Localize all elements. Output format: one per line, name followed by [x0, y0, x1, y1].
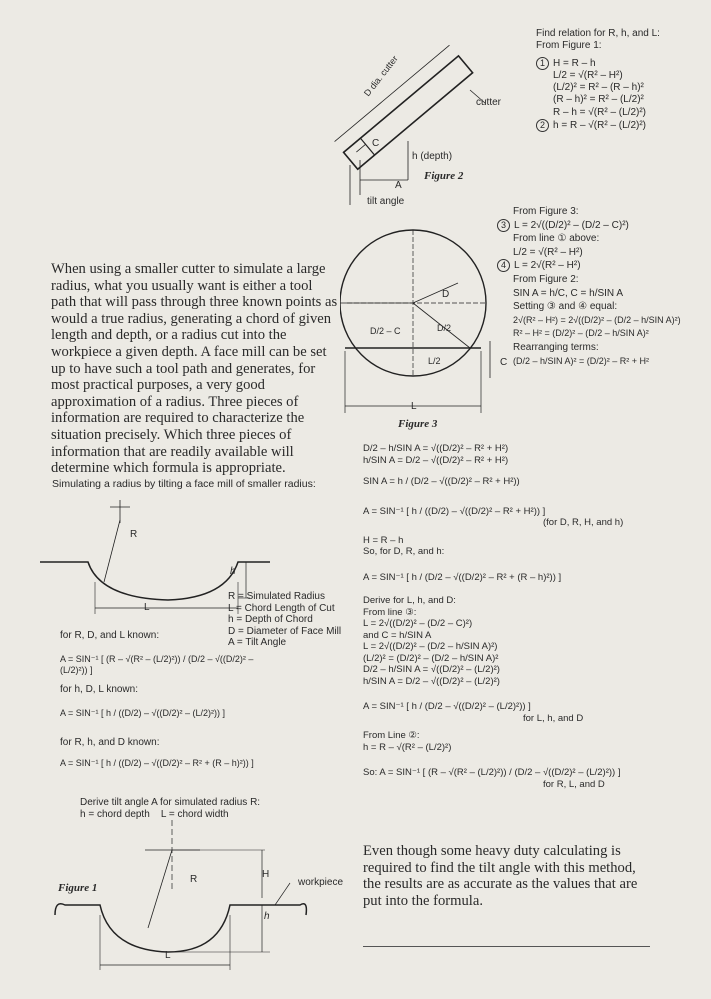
intro-paragraph: When using a smaller cutter to simulate a large radius, what you usually want is either a tool path that will pass through three known points as would a true radius, generating a chord of given length and depth, or a radius cut into the workpiece a given depth. A face mill can be set up to have such a tool path and generates, for most practical purposes, a very good approximation of a radius. Three pieces of information are required to characterize the situation precisely. Which three pieces of information that are readily available will determine which formula is appropriate. — [51, 261, 338, 477]
deriv-4-note: (for D, R, H, and h) — [543, 517, 624, 528]
deriv-1: D/2 – h/SIN A = √((D/2)² – R² + H²) — [363, 443, 509, 454]
deriv-6: So, for D, R, and h: — [363, 546, 445, 557]
deriv-14: D/2 – h/SIN A = √((D/2)² – (L/2)²) — [363, 664, 500, 675]
deriv-8: Derive for L, h, and D: — [363, 595, 456, 606]
formula-hdl: A = SIN⁻¹ [ h / ((D/2) – √((D/2)² – (L/2)²)) ] — [60, 708, 225, 718]
fig3-relations-block — [497, 205, 681, 368]
figure2-caption: Figure 2 — [424, 170, 464, 182]
deriv-17: From Line ②: — [363, 730, 420, 741]
fig1-h-upper-label: H — [262, 869, 270, 880]
figure3-diagram — [340, 208, 508, 418]
figure3-caption: Figure 3 — [398, 418, 438, 430]
right-derivation-block — [363, 443, 663, 790]
deriv-3: SIN A = h / (D/2 – √((D/2)² – R² + H²)) — [363, 476, 520, 487]
deriv-16-note: for L, h, and D — [523, 712, 584, 724]
fig1-relations-block — [536, 28, 660, 132]
legend-d: D = Diameter of Face Mill — [228, 625, 342, 637]
simulating-heading: Simulating a radius by tilting a face mill of smaller radius: — [52, 478, 316, 490]
fig2-a-label: A — [395, 180, 402, 191]
fig2-cutter-label: cutter — [476, 97, 502, 108]
fig3-l-label: L — [411, 401, 417, 412]
deriv-16: A = SIN⁻¹ [ h / (D/2 – √((D/2)² – (L/2)²)) ] — [363, 701, 531, 712]
setting-equal: Setting ③ and ④ equal: — [513, 301, 618, 313]
eq2-marker: 2 — [536, 119, 549, 132]
fig3-d-label: D — [442, 289, 450, 300]
legend-l: L = Chord Length of Cut — [228, 602, 335, 614]
deriv-12: L = 2√((D/2)² – (D/2 – h/SIN A)²) — [363, 641, 498, 652]
figure1-caption: Figure 1 — [58, 882, 98, 894]
rearranging: Rearranging terms: — [513, 341, 599, 353]
legend-a: A = Tilt Angle — [228, 637, 287, 648]
fig2-c-label: C — [372, 138, 380, 149]
deriv-11: and C = h/SIN A — [363, 629, 432, 641]
fig1top-l-label: L — [144, 602, 150, 613]
deriv-19-note: for R, L, and D — [543, 778, 605, 790]
deriv-2: h/SIN A = D/2 – √((D/2)² – R² + H²) — [363, 454, 509, 466]
eq3: L = 2√((D/2)² – (D/2 – C)²) — [514, 219, 629, 231]
legend-h: h = Depth of Chord — [228, 614, 313, 625]
fig2-d-cutter-label: D dia. cutter — [362, 53, 400, 99]
eq3-marker: 3 — [497, 219, 510, 232]
formula-rhd: A = SIN⁻¹ [ h / ((D/2) – √((D/2)² – R² + (R – h)²)) ] — [60, 758, 254, 768]
deriv-15: h/SIN A = D/2 – √((D/2)² – (L/2)²) — [363, 675, 500, 687]
derive-line-1: Derive tilt angle A for simulated radius R: — [80, 797, 261, 808]
derive-line-2: h = chord depth L = chord width — [80, 809, 229, 820]
eq1: H = R – h — [553, 57, 596, 69]
deriv-9: From line ③: — [363, 606, 417, 618]
fig2-h-depth-label: h (depth) — [412, 151, 453, 162]
eq1c: (L/2)² = R² – (R – h)² — [553, 82, 644, 94]
deriv-10: L = 2√((D/2)² – (D/2 – C)²) — [363, 618, 473, 629]
fig3-title: From Figure 3: — [513, 206, 579, 217]
bottom-rule — [363, 946, 650, 947]
variable-legend — [228, 591, 341, 649]
fig1top-r-label: R — [130, 529, 138, 540]
from-fig2: From Figure 2: — [513, 273, 579, 285]
rearranged-eq: (D/2 – h/SIN A)² = (D/2)² – R² + H² — [513, 355, 650, 366]
fig1-relations-title-2: From Figure 1: — [536, 40, 602, 52]
deriv-5: H = R – h — [363, 534, 404, 546]
fig1top-h-label: h — [230, 566, 236, 577]
deriv-13: (L/2)² = (D/2)² – (D/2 – h/SIN A)² — [363, 652, 499, 664]
known-rdl: for R, D, and L known: — [60, 630, 160, 641]
r2-h2-eq: R² – H² = (D/2)² – (D/2 – h/SIN A)² — [513, 328, 649, 339]
line1-ref: From line ① above: — [513, 233, 600, 245]
eq2: h = R – √(R² – (L/2)²) — [553, 120, 647, 132]
fig3-c-label: C — [500, 357, 508, 368]
eq1d: (R – h)² = R² – (L/2)² — [553, 94, 644, 106]
fig1-workpiece-label: workpiece — [298, 877, 344, 888]
fig1-r-label: R — [190, 874, 198, 885]
fig3-l2-label: L/2 — [428, 356, 441, 366]
formula-rdl: A = SIN⁻¹ [ (R – √(R² – (L/2)²)) / (D/2 – √((D/2)² – (L/2)²)) ] — [60, 654, 254, 675]
line1-eq: L/2 = √(R² – H²) — [513, 246, 583, 258]
known-hdl: for h, D, L known: — [60, 684, 138, 695]
deriv-19: So: A = SIN⁻¹ [ (R – √(R² – (L/2)²)) / (D/2 – √((D/2)² – (L/2)²)) ] — [363, 767, 621, 778]
eq4: L = 2√(R² – H²) — [514, 260, 581, 272]
fig1-relations-title-1: Find relation for R, h, and L: — [536, 28, 660, 39]
fig3-d2-minus-c-label: D/2 – C — [370, 326, 401, 336]
eq1-marker: 1 — [536, 57, 549, 70]
eq4-marker: 4 — [497, 259, 510, 272]
eq1e: R – h = √(R² – (L/2)²) — [553, 106, 647, 118]
deriv-4-eq: A = SIN⁻¹ [ h / ((D/2) – √((D/2)² – R² + H²)) ] — [363, 505, 546, 517]
fig1-h-label: h — [264, 911, 270, 922]
deriv-7: A = SIN⁻¹ [ h / (D/2 – √((D/2)² – R² + (R – h)²)) ] — [363, 571, 562, 583]
fig3-d2-label: D/2 — [437, 323, 452, 333]
fig1-l-label: L — [165, 950, 171, 961]
fig2-tilt-angle-label: tilt angle — [367, 196, 405, 207]
sin-a-def: SIN A = h/C, C = h/SIN A — [513, 287, 624, 299]
known-rhd: for R, h, and D known: — [60, 737, 160, 748]
deriv-18: h = R – √(R² – (L/2)²) — [363, 741, 452, 753]
deriv-4 — [363, 506, 663, 518]
closing-paragraph: Even though some heavy duty calculating is required to find the tilt angle with this method, the results are as accurate as the values that are put into the formula. — [363, 843, 638, 909]
eq1b: L/2 = √(R² – H²) — [553, 69, 623, 81]
legend-r: R = Simulated Radius — [228, 591, 325, 602]
figure1-diagram — [50, 820, 350, 975]
setting-eq: 2√(R² – H²) = 2√((D/2)² – (D/2 – h/SIN A)²) — [513, 314, 681, 325]
